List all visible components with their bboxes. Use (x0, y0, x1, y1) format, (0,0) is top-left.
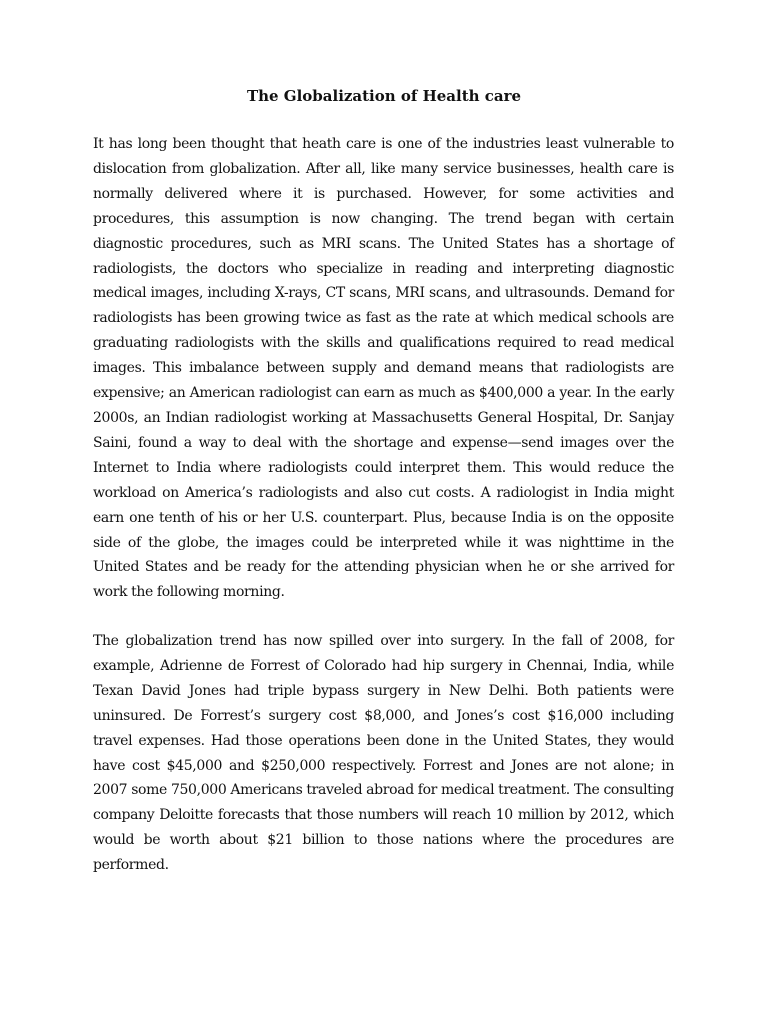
body-paragraph-2: The globalization trend has now spilled over into surgery. In the fall of 2008, for example, Adrienne de Forrest of Colorado had hip surgery in Chennai, India, while Texan David Jones had triple bypass surgery in New Delhi. Both patients were uninsured. De Forrest’s surgery cost $8,000, and Jones’s cost $16,000 including travel expenses. Had those operations been done in the United States, they would have cost $45,000 and $250,000 respectively. Forrest and Jones are not alone; in 2007 some 750,000 Americans traveled abroad for medical treatment. The consulting company Deloitte forecasts that those numbers will reach 10 million by 2012, which would be worth about $21 billion to those nations where the procedures are performed. (93, 633, 674, 874)
body-paragraph-1: It has long been thought that heath care is one of the industries least vulnerable to dislocation from globalization. After all, like many service businesses, health care is normally delivered where it is purchased. However, for some activities and procedures, this assumption is now changing. The trend began with certain diagnostic procedures, such as MRI scans. The United States has a shortage of radiologists, the doctors who specialize in reading and interpreting diagnostic medical images, including X-rays, CT scans, MRI scans, and ultrasounds. Demand for radiologists has been growing twice as fast as the rate at which medical schools are graduating radiologists with the skills and qualifications required to read medical images. This imbalance between supply and demand means that radiologists are expensive; an American radiologist can earn as much as $400,000 a year. In the early 2000s, an Indian radiologist working at Massachusetts General Hospital, Dr. Sanjay Saini, found a way to deal with the shortage and expense—send images over the Internet to India where radiologists could interpret them. This would reduce the workload on America’s radiologists and also cut costs. A radiologist in India might earn one tenth of his or her U.S. counterpart. Plus, because India is on the opposite side of the globe, the images could be interpreted while it was nighttime in the United States and be ready for the attending physician when he or she arrived for work the following morning. (93, 136, 674, 601)
document-title: The Globalization of Health care (246, 87, 522, 105)
